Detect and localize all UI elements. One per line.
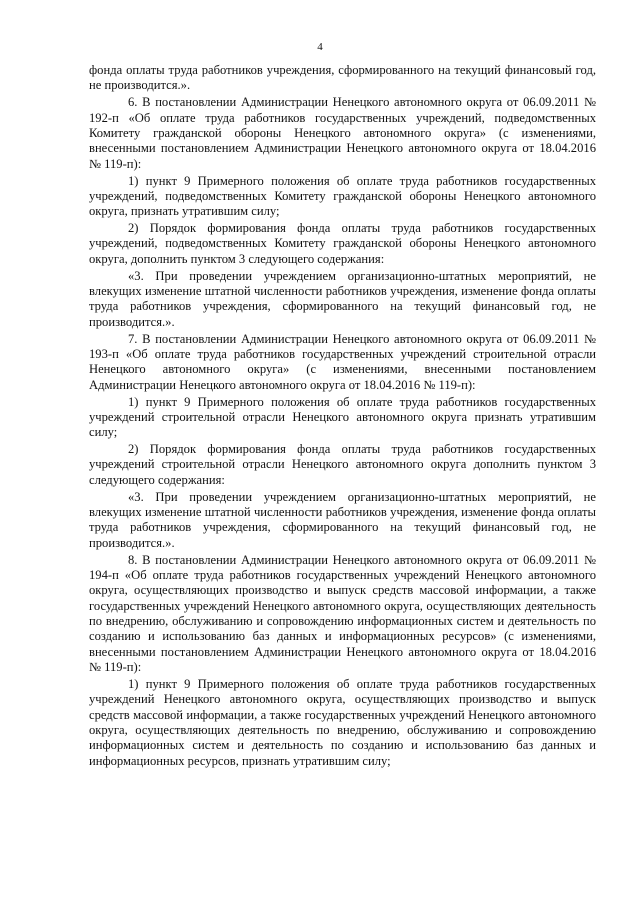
paragraph-item-6-2: 2) Порядок формирования фонда оплаты труда работников государственных учреждений, подведомственных Комитету гражданской обороны Ненецкого автономного округа, дополнить пунктом 3 следующего содержания:: [89, 221, 596, 266]
paragraph-item-7-1: 1) пункт 9 Примерного положения об оплате труда работников государственных учреждений строительной отрасли Ненецкого автономного округа признать утратившим силу;: [89, 394, 596, 440]
page-number: 4: [317, 41, 323, 53]
paragraph-item-8: 8. В постановлении Администрации Ненецкого автономного округа от 06.09.2011 № 194-п «Об оплате труда работников государственных учреждений Ненецкого автономного округа, осуществляющих производство и выпуск средств массовой информации, а также государственных учреждений Ненецкого автономного округа, осуществляющих деятельность по внедрению, обслуживанию и сопровождению информационных систем и деятельность по созданию и использованию баз данных и информационных ресурсов» (с изменениями, внесенными постановлением Администрации Ненецкого автономного округа от 18.04.2016 № 119-п):: [89, 552, 596, 674]
paragraph-item-7-2: 2) Порядок формирования фонда оплаты труда работников государственных учреждений строительной отрасли Ненецкого автономного округа дополнить пунктом 3 следующего содержания:: [89, 442, 596, 487]
paragraph-item-6-1: 1) пункт 9 Примерного положения об оплате труда работников государственных учреждений, подведомственных Комитету гражданской обороны Ненецкого автономного округа, признать утратившим силу;: [89, 173, 596, 219]
paragraph-item-6-quote: «3. При проведении учреждением организационно-штатных мероприятий, не влекущих изменение штатной численности работников учреждения, изменение фонда оплаты труда работников учреждения, сформированного на текущий финансовый год, не производится.».: [89, 268, 596, 329]
paragraph-continuation: фонда оплаты труда работников учреждения, сформированного на текущий финансовый год, не производится.».: [89, 63, 596, 93]
paragraph-item-7: 7. В постановлении Администрации Ненецкого автономного округа от 06.09.2011 № 193-п «Об оплате труда работников государственных учреждений строительной отрасли Ненецкого автономного округа» (с изменениями, внесенными постановлением Администрации Ненецкого автономного округа от 18.04.2016 № 119-п):: [89, 331, 596, 392]
paragraph-item-6: 6. В постановлении Администрации Ненецкого автономного округа от 06.09.2011 № 192-п «Об оплате труда работников государственных учреждений, подведомственных Комитету гражданской обороны Ненецкого автономного округа» (с изменениями, внесенными постановлением Администрации Ненецкого автономного округа от 18.04.2016 № 119-п):: [89, 95, 596, 171]
document-body: [89, 63, 596, 770]
paragraph-item-7-quote: «3. При проведении учреждением организационно-штатных мероприятий, не влекущих изменение штатной численности работников учреждения, изменение фонда оплаты труда работников учреждения, сформированного на текущий финансовый год, не производится.».: [89, 489, 596, 550]
paragraph-item-8-1: 1) пункт 9 Примерного положения об оплате труда работников государственных учреждений Ненецкого автономного округа, осуществляющих производство и выпуск средств массовой информации, а также государственных учреждений Ненецкого автономного округа, осуществляющих деятельность по внедрению, обслуживанию и сопровождению информационных систем и деятельность по созданию и использованию баз данных и информационных ресурсов, признать утратившим силу;: [89, 676, 596, 768]
